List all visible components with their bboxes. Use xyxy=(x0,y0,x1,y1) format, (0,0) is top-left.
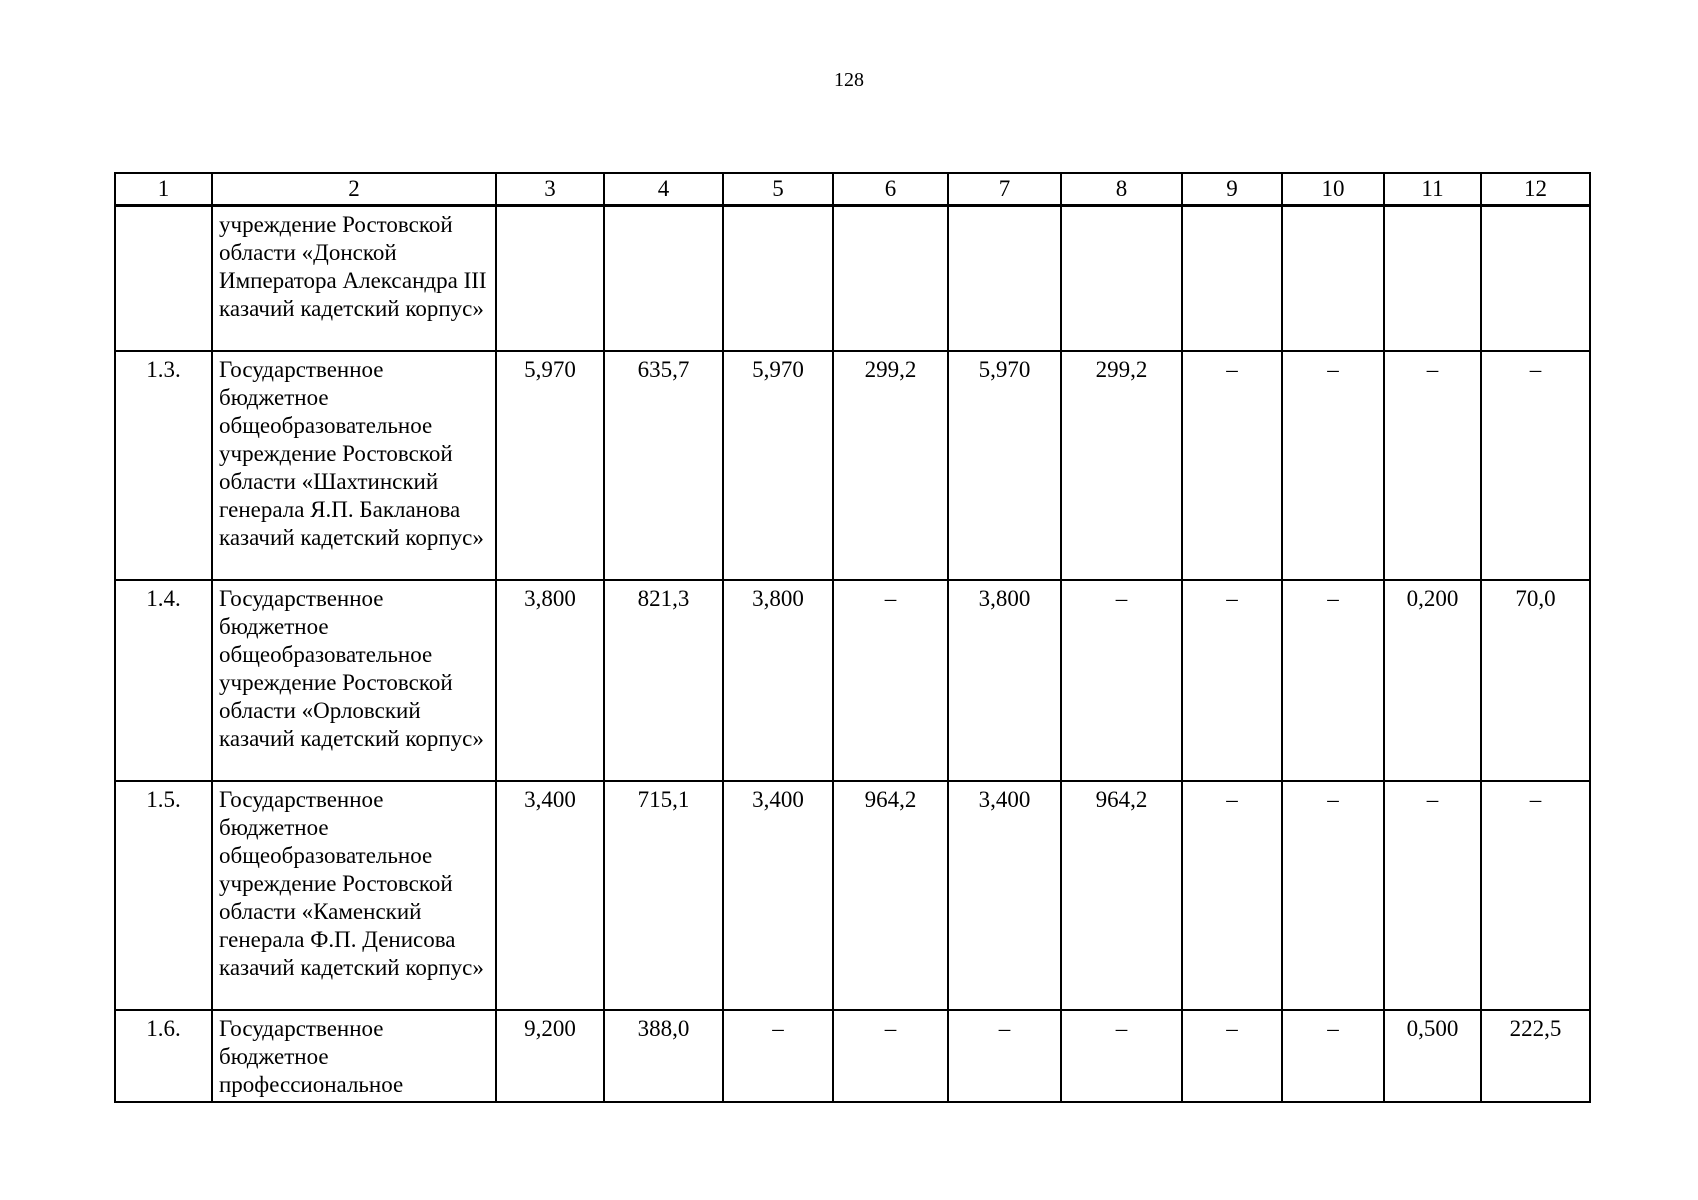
value-cell: 964,2 xyxy=(833,781,948,1010)
institution-name-cell: Государственное бюджетное общеобразовательное учреждение Ростовской области «Орловский казачий кадетский корпус» xyxy=(212,580,496,781)
value-cell: 9,200 xyxy=(496,1010,604,1102)
value-cell: – xyxy=(833,580,948,781)
value-cell xyxy=(604,206,723,351)
column-number-cell: 4 xyxy=(604,173,723,206)
value-cell: 299,2 xyxy=(833,351,948,580)
value-cell: 635,7 xyxy=(604,351,723,580)
column-number-row xyxy=(115,173,1590,206)
value-cell: – xyxy=(1481,781,1590,1010)
column-number-cell: 10 xyxy=(1282,173,1384,206)
value-cell: 5,970 xyxy=(948,351,1061,580)
institution-name-cell: Государственное бюджетное общеобразовательное учреждение Ростовской области «Шахтинский генерала Я.П. Бакланова казачий кадетский корпус» xyxy=(212,351,496,580)
column-number-cell: 9 xyxy=(1182,173,1282,206)
value-cell xyxy=(1182,206,1282,351)
row-number-cell: 1.3. xyxy=(115,351,212,580)
value-cell xyxy=(833,206,948,351)
value-cell: 5,970 xyxy=(723,351,833,580)
value-cell: – xyxy=(723,1010,833,1102)
value-cell xyxy=(496,206,604,351)
value-cell: 715,1 xyxy=(604,781,723,1010)
column-number-cell: 2 xyxy=(212,173,496,206)
value-cell xyxy=(723,206,833,351)
value-cell: 70,0 xyxy=(1481,580,1590,781)
value-cell: – xyxy=(1481,351,1590,580)
value-cell: 388,0 xyxy=(604,1010,723,1102)
value-cell: 3,800 xyxy=(496,580,604,781)
row-number-cell: 1.5. xyxy=(115,781,212,1010)
column-number-cell: 3 xyxy=(496,173,604,206)
value-cell: 3,400 xyxy=(723,781,833,1010)
table-row-continuation xyxy=(115,206,1590,351)
column-number-cell: 7 xyxy=(948,173,1061,206)
table-row xyxy=(115,351,1590,580)
data-table xyxy=(114,172,1591,1103)
value-cell: – xyxy=(1061,1010,1182,1102)
institution-name-cell: учреждение Ростовской области «Донской Императора Александра III казачий кадетский корпус» xyxy=(212,206,496,351)
institution-name-cell: Государственное бюджетное общеобразовательное учреждение Ростовской области «Каменский генерала Ф.П. Денисова казачий кадетский корпус» xyxy=(212,781,496,1010)
value-cell: – xyxy=(1282,781,1384,1010)
row-number-cell xyxy=(115,206,212,351)
value-cell xyxy=(1282,206,1384,351)
column-number-cell: 1 xyxy=(115,173,212,206)
table-row xyxy=(115,1010,1590,1102)
value-cell: – xyxy=(1384,351,1481,580)
value-cell: – xyxy=(1182,781,1282,1010)
value-cell: 0,500 xyxy=(1384,1010,1481,1102)
value-cell: 222,5 xyxy=(1481,1010,1590,1102)
table-row xyxy=(115,580,1590,781)
value-cell: – xyxy=(1282,351,1384,580)
value-cell: – xyxy=(1182,580,1282,781)
value-cell: – xyxy=(1061,580,1182,781)
row-number-cell: 1.6. xyxy=(115,1010,212,1102)
value-cell: 3,400 xyxy=(948,781,1061,1010)
column-number-cell: 5 xyxy=(723,173,833,206)
value-cell: 5,970 xyxy=(496,351,604,580)
value-cell: 821,3 xyxy=(604,580,723,781)
value-cell xyxy=(948,206,1061,351)
value-cell: 3,400 xyxy=(496,781,604,1010)
value-cell xyxy=(1061,206,1182,351)
institution-name-cell: Государственное бюджетное профессиональное xyxy=(212,1010,496,1102)
column-number-cell: 6 xyxy=(833,173,948,206)
value-cell: – xyxy=(1282,580,1384,781)
column-number-cell: 12 xyxy=(1481,173,1590,206)
table-row xyxy=(115,781,1590,1010)
column-number-cell: 11 xyxy=(1384,173,1481,206)
value-cell: 299,2 xyxy=(1061,351,1182,580)
value-cell xyxy=(1384,206,1481,351)
value-cell xyxy=(1481,206,1590,351)
value-cell: – xyxy=(1182,351,1282,580)
page-number: 128 xyxy=(834,69,864,91)
value-cell: 3,800 xyxy=(723,580,833,781)
value-cell: – xyxy=(1384,781,1481,1010)
row-number-cell: 1.4. xyxy=(115,580,212,781)
column-number-cell: 8 xyxy=(1061,173,1182,206)
value-cell: – xyxy=(833,1010,948,1102)
value-cell: 3,800 xyxy=(948,580,1061,781)
value-cell: – xyxy=(1182,1010,1282,1102)
value-cell: – xyxy=(1282,1010,1384,1102)
value-cell: 0,200 xyxy=(1384,580,1481,781)
value-cell: – xyxy=(948,1010,1061,1102)
value-cell: 964,2 xyxy=(1061,781,1182,1010)
